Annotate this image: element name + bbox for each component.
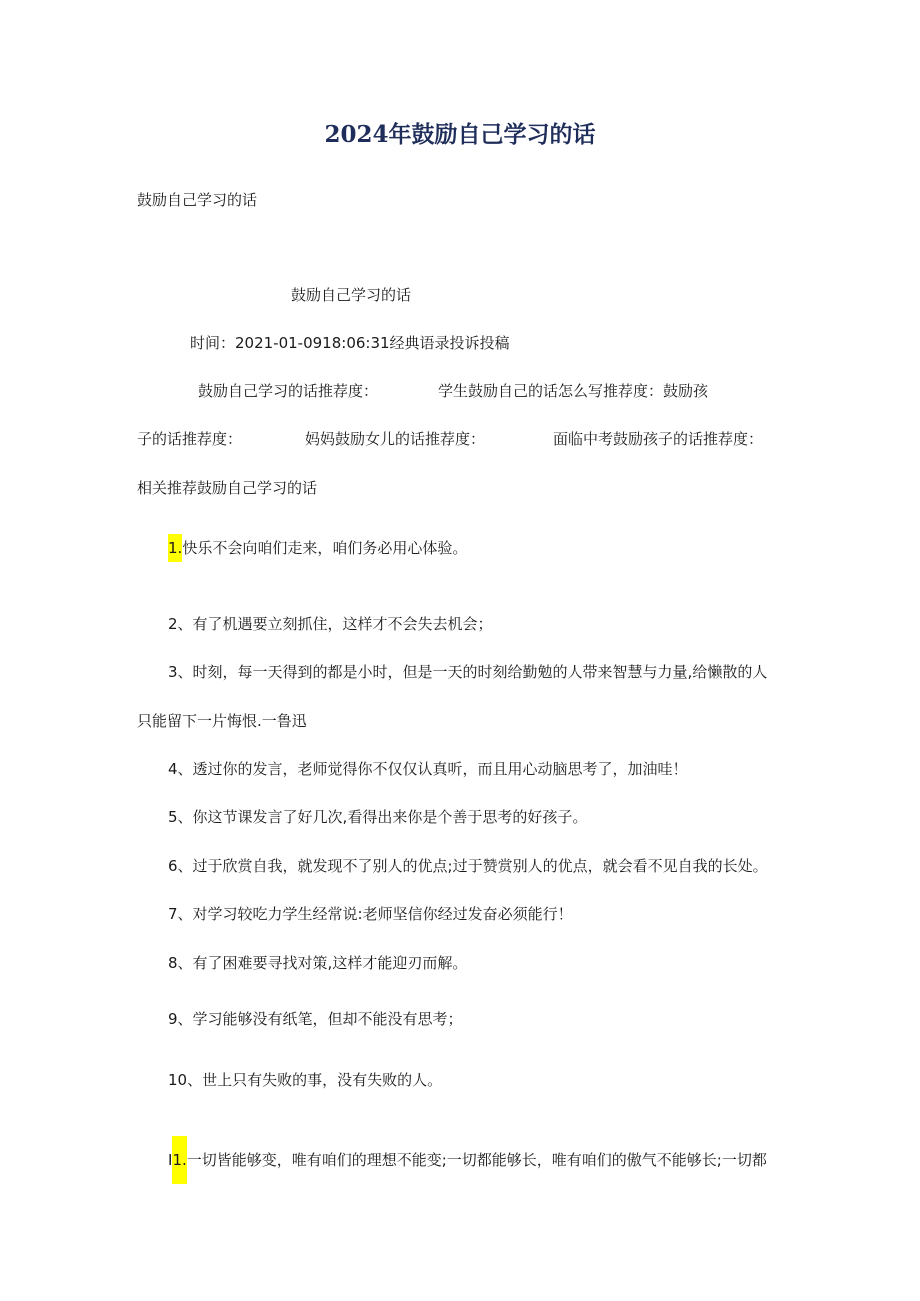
document-title: 2024年鼓励自己学习的话 xyxy=(324,121,596,148)
list-item-9: 9、学习能够没有纸笔，但却不能没有思考； xyxy=(168,1010,463,1028)
article-title: 鼓励自己学习的话 xyxy=(291,286,412,304)
list-item-8: 8、有了困难要寻找对策,这样才能迎刃而解。 xyxy=(168,954,468,972)
list-item-5: 5、你这节课发言了好几次,看得出来你是个善于思考的好孩子。 xyxy=(168,808,588,826)
recommend-item: 鼓励自己学习的话推荐度： xyxy=(198,382,379,400)
list-item-7: 7、对学习较吃力学生经常说:老师坚信你经过发奋必须能行！ xyxy=(168,905,573,923)
recommend-item: 妈妈鼓励女儿的话推荐度： xyxy=(305,430,486,448)
list-item-3-line2: 只能留下一片悔恨.一鲁迅 xyxy=(137,712,307,730)
list-item-text: 快乐不会向咱们走来，咱们务必用心体验。 xyxy=(182,539,468,557)
list-item-11 xyxy=(168,1136,767,1184)
list-item-prefix: I xyxy=(168,1151,173,1169)
recommend-item: 面临中考鼓励孩子的话推荐度： xyxy=(553,430,764,448)
list-item-10: 10、世上只有失败的事，没有失败的人。 xyxy=(168,1071,443,1089)
recommend-item: 子的话推荐度： xyxy=(137,430,243,448)
article-meta: 时间：2021-01-0918:06:31经典语录投诉投稿 xyxy=(190,334,510,352)
list-item-text: 一切皆能够变，唯有咱们的理想不能变;一切都能够长，唯有咱们的傲气不能够长;一切都 xyxy=(186,1151,767,1169)
highlighted-number: 1. xyxy=(172,1136,186,1184)
list-item-3-line1: 3、时刻，每一天得到的都是小时，但是一天的时刻给勤勉的人带来智慧与力量,给懒散的人 xyxy=(168,663,768,681)
list-item-2: 2、有了机遇要立刻抓住，这样才不会失去机会； xyxy=(168,615,493,633)
list-item-1 xyxy=(168,534,467,562)
list-item-6: 6、过于欣赏自我，就发现不了别人的优点;过于赞赏别人的优点，就会看不见自我的长处。 xyxy=(168,857,768,875)
highlighted-number: 1. xyxy=(168,534,182,562)
list-item-4: 4、透过你的发言，老师觉得你不仅仅认真听，而且用心动脑思考了，加油哇！ xyxy=(168,760,688,778)
document-subtitle: 鼓励自己学习的话 xyxy=(137,191,258,209)
recommend-item: 学生鼓励自己的话怎么写推荐度：鼓励孩 xyxy=(438,382,709,400)
related-heading: 相关推荐鼓励自己学习的话 xyxy=(137,479,318,497)
